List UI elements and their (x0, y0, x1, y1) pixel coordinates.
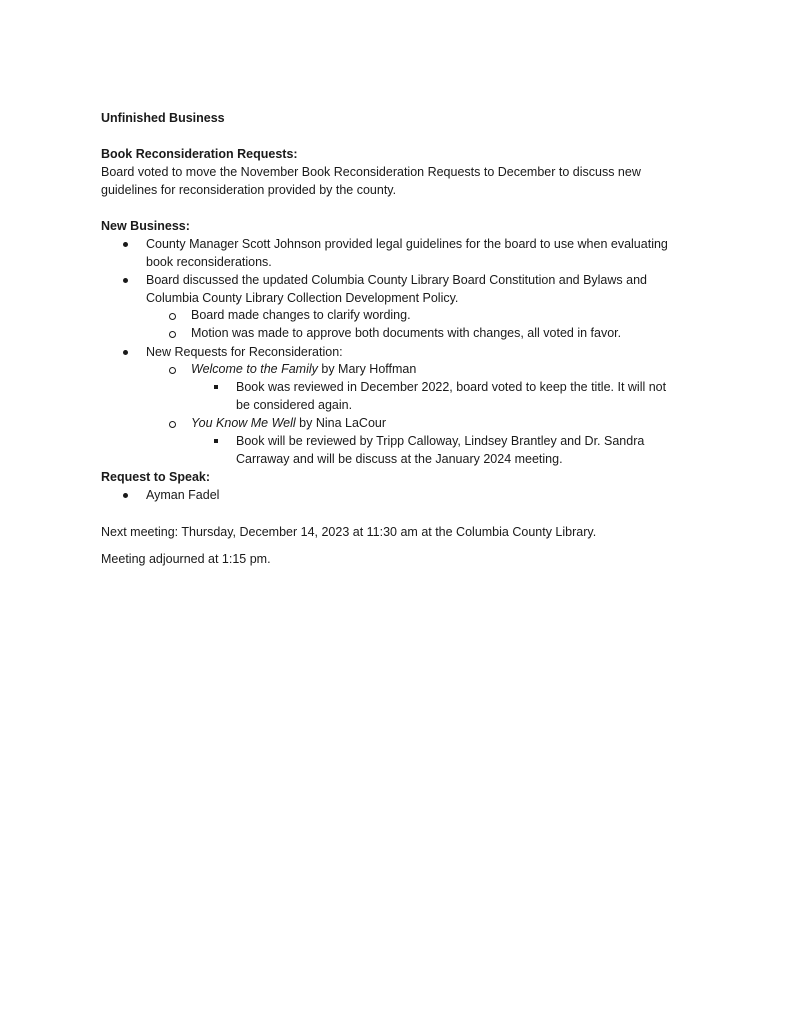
new-business-item2-sub1: Board made changes to clarify wording. (191, 308, 411, 322)
book2-author: by Nina LaCour (295, 416, 387, 430)
bullet-dot-icon (123, 278, 128, 283)
book1-author: by Mary Hoffman (317, 362, 417, 376)
new-business-item2-line1: Board discussed the updated Columbia County Library Board Constitution and Bylaws and (146, 273, 647, 287)
book2-note-line1: Book will be reviewed by Tripp Calloway, Lindsey Brantley and Dr. Sandra (236, 434, 645, 448)
book2-title: You Know Me Well (191, 416, 296, 430)
book1-entry (191, 361, 416, 378)
book2-entry (191, 415, 386, 432)
new-business-item1-line2: book reconsiderations. (146, 255, 272, 269)
request-to-speak-heading: Request to Speak: (101, 470, 211, 484)
new-business-item2-line2: Columbia County Library Collection Development Policy. (146, 291, 459, 305)
book1-note-line1: Book was reviewed in December 2022, board voted to keep the title. It will not (236, 380, 667, 394)
bullet-circle-icon (169, 421, 176, 428)
bullet-square-icon (214, 439, 218, 443)
bullet-circle-icon (169, 367, 176, 374)
bullet-dot-icon (123, 493, 128, 498)
next-meeting-text: Next meeting: Thursday, December 14, 2023 at 11:30 am at the Columbia County Library. (101, 525, 597, 539)
book-reconsideration-text-line1: Board voted to move the November Book Reconsideration Requests to December to discuss new (101, 165, 641, 179)
bullet-dot-icon (123, 350, 128, 355)
bullet-square-icon (214, 385, 218, 389)
bullet-circle-icon (169, 331, 176, 338)
unfinished-business-heading: Unfinished Business (101, 111, 225, 125)
new-business-heading: New Business: (101, 219, 190, 233)
bullet-dot-icon (123, 242, 128, 247)
book1-title: Welcome to the Family (191, 362, 318, 376)
new-business-item3-label: New Requests for Reconsideration: (146, 345, 343, 359)
meeting-adjourned-text: Meeting adjourned at 1:15 pm. (101, 552, 271, 566)
new-business-item2-sub2: Motion was made to approve both documents with changes, all voted in favor. (191, 326, 622, 340)
book-reconsideration-heading: Book Reconsideration Requests: (101, 147, 298, 161)
book1-note-line2: be considered again. (236, 398, 353, 412)
book2-note-line2: Carraway and will be discuss at the January 2024 meeting. (236, 452, 563, 466)
new-business-item1-line1: County Manager Scott Johnson provided legal guidelines for the board to use when evaluating (146, 237, 668, 251)
book-reconsideration-text-line2: guidelines for reconsideration provided by the county. (101, 183, 397, 197)
speaker-name: Ayman Fadel (146, 488, 220, 502)
bullet-circle-icon (169, 313, 176, 320)
